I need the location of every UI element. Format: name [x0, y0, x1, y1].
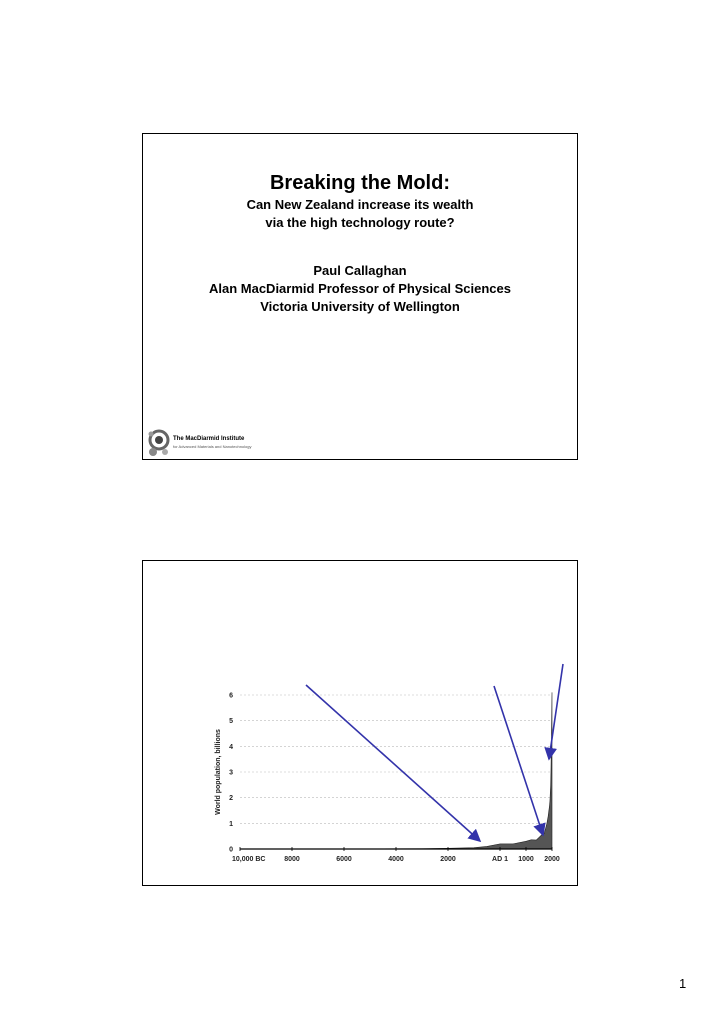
y-tick-label-3: 3: [229, 769, 233, 777]
x-tick-label: 4000: [388, 856, 404, 863]
annotation-arrow-1: [306, 685, 480, 841]
page-number: 1: [679, 976, 687, 991]
logo-name: The MacDiarmid Institute: [173, 436, 245, 442]
y-tick-label-4: 4: [229, 743, 233, 751]
x-tick-label: 2000: [544, 856, 560, 863]
y-tick-label-2: 2: [229, 795, 233, 803]
annotation-arrow-2: [494, 686, 543, 835]
x-tick-label: 1000: [518, 856, 534, 863]
molecule-logo-icon: [146, 426, 172, 460]
subtitle-line-2: via the high technology route?: [265, 215, 455, 230]
population-area: [240, 692, 552, 849]
macdiarmid-logo: [146, 426, 256, 460]
author-block: [143, 262, 577, 316]
y-axis-title: World population, billions: [215, 729, 222, 815]
annotation-arrow-3: [549, 664, 563, 759]
author-affiliation: Victoria University of Wellington: [260, 299, 460, 314]
x-tick-label: AD 1: [492, 856, 508, 863]
author-name: Paul Callaghan: [313, 263, 407, 278]
y-tick-label-1: 1: [229, 820, 233, 828]
x-tick-label: 8000: [284, 856, 300, 863]
y-tick-label-5: 5: [229, 718, 233, 726]
author-position: Alan MacDiarmid Professor of Physical Sciences: [208, 281, 511, 296]
slide-subtitle: [143, 196, 577, 232]
y-tick-label-0: 0: [229, 846, 233, 854]
x-tick-label: 6000: [336, 856, 352, 863]
subtitle-line-1: Can New Zealand increase its wealth: [246, 197, 474, 212]
slide-2: [142, 560, 578, 886]
slide-1: [142, 133, 578, 460]
y-tick-label-6: 6: [229, 692, 233, 700]
x-tick-label: 10,000 BC: [232, 856, 266, 863]
population-chart: [143, 561, 579, 887]
x-tick-label: 2000: [440, 856, 456, 863]
slide-title: Breaking the Mold:: [269, 172, 450, 194]
logo-tagline: for Advanced Materials and Nanotechnology: [173, 444, 252, 449]
